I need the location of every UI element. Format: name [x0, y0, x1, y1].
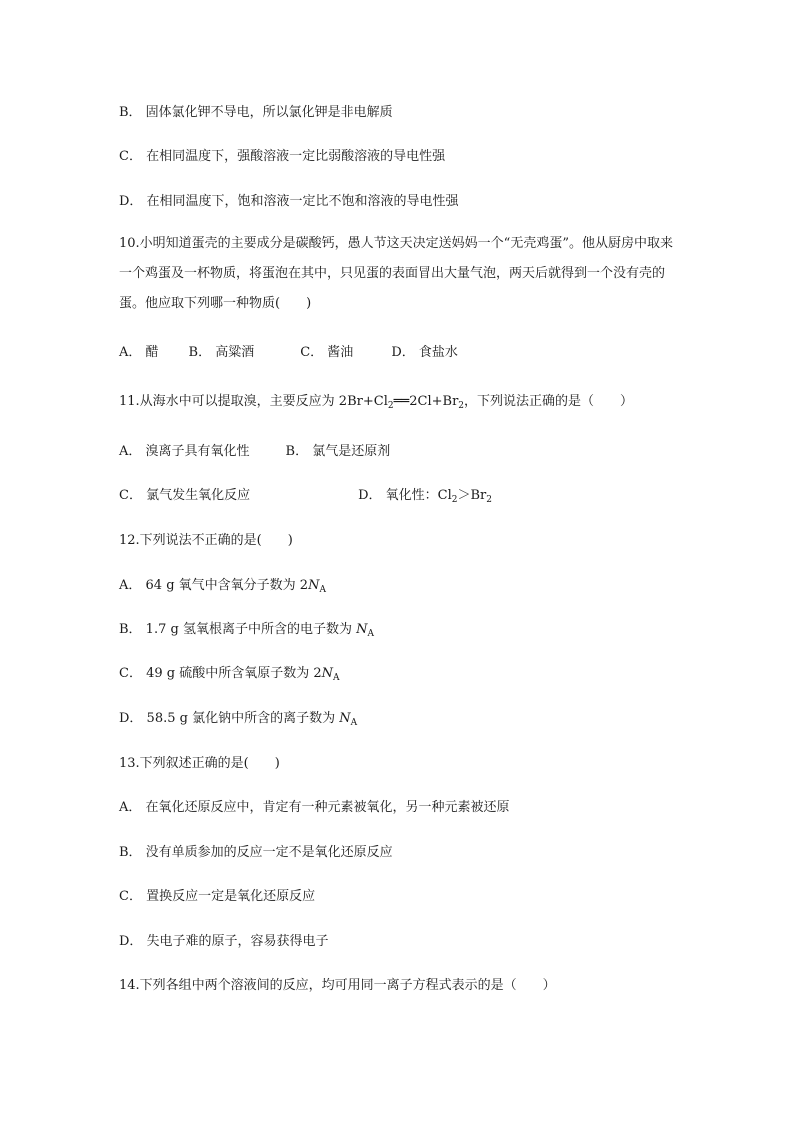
q12-stem: 12.下列说法不正确的是( ) — [119, 533, 293, 548]
q13-option-a: A． 在氧化还原反应中，肯定有一种元素被氧化，另一种元素被还原 — [119, 800, 510, 815]
q12-option-d: D． 58.5 g 氯化钠中所含的离子数为 $N_A$ — [119, 711, 358, 728]
q12-option-a: A． 64 g 氧气中含氧分子数为 $2N_A$ — [119, 578, 326, 595]
q11-option-c: C． 氯气发生氧化反应 — [119, 488, 251, 503]
q10-option-b: B． 高粱酒 — [188, 345, 255, 360]
q10-option-d: D． 食盐水 — [391, 345, 458, 360]
q11-option-a: A． 溴离子具有氧化性 — [119, 444, 250, 459]
q10-option-c: C． 酱油 — [300, 345, 354, 360]
q12-option-b: B． 1.7 g 氢氧根离子中所含的电子数为 $N_A$ — [119, 622, 374, 639]
q14-stem: 14.下列各组中两个溶液间的反应，均可用同一离子方程式表示的是（ ） — [119, 978, 556, 993]
q9-option-c: C． 在相同温度下，强酸溶液一定比弱酸溶液的导电性强 — [119, 149, 446, 164]
q13-option-b: B． 没有单质参加的反应一定不是氧化还原反应 — [119, 845, 393, 860]
q13-option-c: C． 置换反应一定是氧化还原反应 — [119, 889, 316, 904]
q10-option-a: A． 醋 — [119, 345, 159, 360]
q11-stem: 11.从海水中可以提取溴，主要反应为 $2Br+Cl_2══2Cl+Br_2$，下列说法正确的是（ ） — [119, 394, 634, 411]
q9-option-b: B． 固体氯化钾不导电，所以氯化钾是非电解质 — [119, 105, 393, 120]
q12-option-c: C． 49 g 硫酸中所含氧原子数为 $2N_A$ — [119, 666, 340, 683]
q11-options-row-2 — [119, 487, 492, 509]
q9-option-d: D． 在相同温度下，饱和溶液一定比不饱和溶液的导电性强 — [119, 194, 459, 209]
q10-options — [119, 344, 458, 362]
q11-option-b: B． 氯气是还原剂 — [285, 444, 391, 459]
q10-stem: 10.小明知道蛋壳的主要成分是碳酸钙，愚人节这天决定送妈妈一个“无壳鸡蛋”。他从厨房中取来一个鸡蛋及一杯物质，将蛋泡在其中，只见蛋的表面冒出大量气泡，两天后就得到一个没有壳的蛋。他应取下列哪一种物质( ) — [119, 236, 673, 311]
q11-option-d: D． 氧化性：$Cl_2>Br_2$ — [358, 488, 493, 505]
q13-stem: 13.下列叙述正确的是( ) — [119, 756, 280, 771]
q11-options-row-1 — [119, 443, 390, 461]
q13-option-d: D． 失电子难的原子，容易获得电子 — [119, 934, 329, 949]
